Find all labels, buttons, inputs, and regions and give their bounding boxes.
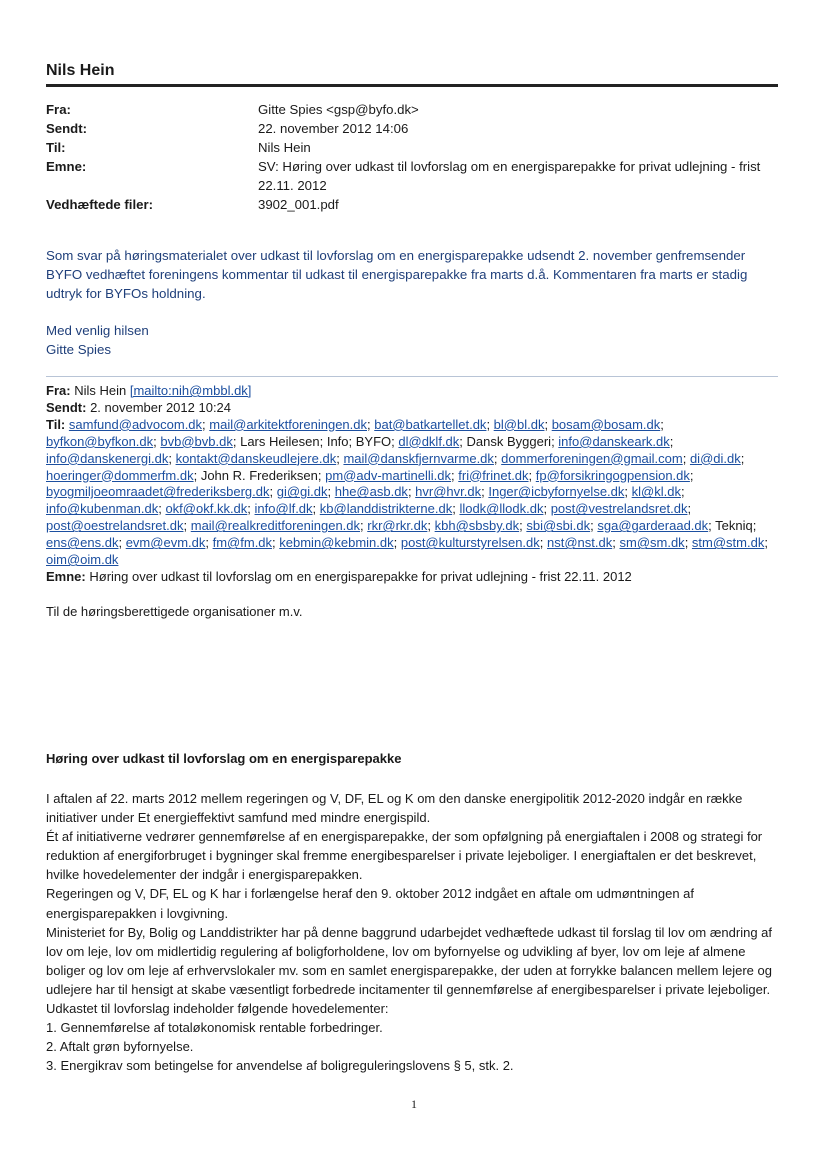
recipient-email-link[interactable]: kbh@sbsby.dk <box>434 518 520 534</box>
fwd-to-line <box>46 417 776 569</box>
recipient-email-link[interactable]: pm@adv-martinelli.dk <box>325 467 452 483</box>
letter-body <box>46 789 776 1075</box>
recipient-email-link[interactable]: info@lf.dk <box>254 501 313 517</box>
recipient-email-link[interactable]: bosam@bosam.dk <box>551 416 661 432</box>
recipient-email-link[interactable]: mail@danskfjernvarme.dk <box>343 450 494 466</box>
sender-name: Nils Hein <box>46 62 115 79</box>
fwd-sent-line <box>46 400 776 417</box>
recipient-email-link[interactable]: mail@realkreditforeningen.dk <box>190 518 361 534</box>
body-paragraph: 3. Energikrav som betingelse for anvendelse af boligreguleringslovens § 5, stk. 2. <box>46 1058 514 1074</box>
header-to-value: Nils Hein <box>258 140 311 155</box>
recipient-name: BYFO <box>355 433 392 449</box>
recipient-email-link[interactable]: rkr@rkr.dk <box>367 518 428 534</box>
recipient-email-link[interactable]: evm@evm.dk <box>125 535 206 551</box>
header-from-row <box>46 100 778 119</box>
signature-name: Gitte Spies <box>46 342 112 357</box>
recipient-email-link[interactable]: dommerforeningen@gmail.com <box>501 450 683 466</box>
recipient-email-link[interactable]: di@di.dk <box>689 450 741 466</box>
recipient-email-link[interactable]: fm@fm.dk <box>212 535 273 551</box>
body-paragraph: I aftalen af 22. marts 2012 mellem regeringen og V, DF, EL og K om den danske energipolitik 2012-2020 indgår en række initiativer under Et energieffektivt samfund med mindre energispild. <box>46 791 743 826</box>
recipient-email-link[interactable]: sga@garderaad.dk <box>597 518 709 534</box>
recipient-email-link[interactable]: sbi@sbi.dk <box>526 518 591 534</box>
fwd-from-mailto-link[interactable]: [mailto:nih@mbbl.dk] <box>129 383 252 398</box>
recipient-name: John R. Frederiksen <box>200 467 318 483</box>
header-subject-row <box>46 157 778 195</box>
recipient-email-link[interactable]: byogmiljoeomraadet@frederiksberg.dk <box>46 484 270 500</box>
fwd-from-line <box>46 383 776 400</box>
recipient-email-link[interactable]: fp@forsikringogpension.dk <box>535 467 690 483</box>
body-paragraph: Ministeriet for By, Bolig og Landdistrikter har på denne baggrund udarbejdet vedhæftede udkast til forslag til lov om ændring af lov om leje, lov om midlertidig regulering af boligforholdene, lov om byfornyelse og udvikling af byer, lov om leje af almene boliger og lov om leje af erhvervslokaler mv. som en samlet energisparepakke, der uden at forrykke balancen mellem lejere og udlejere har til hensigt at skabe væsentligt forbedrede incitamenter til gennemførelse af energibesparelser i private lejeboliger. <box>46 924 773 997</box>
fwd-subject-line <box>46 569 776 586</box>
recipient-email-link[interactable]: fri@frinet.dk <box>458 467 529 483</box>
recipient-email-link[interactable]: byfkon@byfkon.dk <box>46 433 154 449</box>
header-from-value: Gitte Spies <gsp@byfo.dk> <box>258 102 419 117</box>
header-sent-value: 22. november 2012 14:06 <box>258 121 409 136</box>
email-header <box>46 100 778 214</box>
recipient-name: Info <box>326 433 349 449</box>
fwd-sent-label: Sendt: <box>46 399 87 415</box>
section-title: Høring over udkast til lovforslag om en energisparepakke <box>46 751 402 766</box>
forwarded-header <box>46 383 776 586</box>
header-from-label: Fra: <box>46 102 71 117</box>
attachment-file[interactable]: 3902_001.pdf <box>258 197 339 212</box>
recipient-email-link[interactable]: kl@kl.dk <box>631 484 681 500</box>
recipient-email-link[interactable]: bvb@bvb.dk <box>160 433 233 449</box>
recipient-email-link[interactable]: sm@sm.dk <box>619 535 685 551</box>
recipient-email-link[interactable]: oim@oim.dk <box>46 552 119 568</box>
recipient-email-link[interactable]: kb@landdistrikterne.dk <box>319 501 453 517</box>
header-sent-label: Sendt: <box>46 121 88 136</box>
body-paragraph: Regeringen og V, DF, EL og K har i forlængelse heraf den 9. oktober 2012 indgået en aftale om udmøntningen af energisparepakken i lovgivning. <box>46 886 695 921</box>
recipient-email-link[interactable]: bl@bl.dk <box>493 416 545 432</box>
header-rule <box>46 84 778 87</box>
body-paragraph: Ét af initiativerne vedrører gennemførelse af en energisparepakke, der som opfølgning på energiaftalen i 2008 og strategi for reduktion af energiforbruget i bygninger skal fremme energibesparelser i private lejeboliger. I energiaftalen er det beskrevet, hvilke hovedelementer der indgår i energisparepakken. <box>46 829 763 883</box>
recipient-email-link[interactable]: nst@nst.dk <box>547 535 613 551</box>
recipient-email-link[interactable]: stm@stm.dk <box>691 535 765 551</box>
recipient-email-link[interactable]: okf@okf.kk.dk <box>165 501 248 517</box>
recipient-email-link[interactable]: info@kubenman.dk <box>46 501 159 517</box>
greeting: Med venlig hilsen <box>46 323 149 338</box>
recipient-email-link[interactable]: hhe@asb.dk <box>334 484 408 500</box>
body-paragraph: Udkastet til lovforslag indeholder følgende hovedelementer: <box>46 1001 389 1017</box>
recipient-name: Tekniq <box>715 518 753 534</box>
fwd-to-label: Til: <box>46 416 66 432</box>
recipient-email-link[interactable]: info@danskeark.dk <box>558 433 670 449</box>
body-paragraph: 1. Gennemførelse af totaløkonomisk rentable forbedringer. <box>46 1020 383 1036</box>
header-sent-row <box>46 119 778 138</box>
recipient-email-link[interactable]: hvr@hvr.dk <box>415 484 482 500</box>
recipient-email-link[interactable]: post@kulturstyrelsen.dk <box>400 535 540 551</box>
intro-text: Til de høringsberettigede organisationer m.v. <box>46 604 303 619</box>
recipient-email-link[interactable]: dl@dklf.dk <box>398 433 460 449</box>
reply-text: Som svar på høringsmaterialet over udkast til lovforslag om en energisparepakke udsendt 2. november genfremsender BYFO vedhæftet foreningens kommentar til udkast til energisparepakke fra marts d.å. Kommentaren fra marts er stadig udtryk for BYFOs holdning. <box>46 248 748 301</box>
page-number: 1 <box>411 1097 417 1111</box>
fwd-subject-value: Høring over udkast til lovforslag om en energisparepakke for privat udlejning - frist 22.11. 2012 <box>89 568 632 584</box>
recipient-email-link[interactable]: post@vestrelandsret.dk <box>550 501 688 517</box>
recipient-email-link[interactable]: Inger@icbyfornyelse.dk <box>488 484 625 500</box>
recipient-email-link[interactable]: bat@batkartellet.dk <box>374 416 487 432</box>
forward-separator <box>46 376 778 377</box>
recipient-name: Lars Heilesen <box>240 433 320 449</box>
header-to-row <box>46 138 778 157</box>
header-attachments-label: Vedhæftede filer: <box>46 197 153 212</box>
header-to-label: Til: <box>46 140 66 155</box>
recipient-email-link[interactable]: info@danskenergi.dk <box>46 450 169 466</box>
recipient-email-link[interactable]: samfund@advocom.dk <box>68 416 203 432</box>
body-paragraph: 2. Aftalt grøn byfornyelse. <box>46 1039 194 1055</box>
recipient-email-link[interactable]: ens@ens.dk <box>46 535 119 551</box>
fwd-sent-value: 2. november 2012 10:24 <box>90 399 232 415</box>
fwd-from-label: Fra: <box>46 383 71 398</box>
recipient-email-link[interactable]: post@oestrelandsret.dk <box>46 518 184 534</box>
header-subject-value: SV: Høring over udkast til lovforslag om en energisparepakke for privat udlejning - frist 22.11. 2012 <box>258 159 761 193</box>
header-attachments-row <box>46 195 778 214</box>
recipient-email-link[interactable]: mail@arkitektforeningen.dk <box>209 416 367 432</box>
fwd-from-value: Nils Hein <box>74 383 127 398</box>
recipient-list: samfund@advocom.dk; mail@arkitektforeningen.dk; bat@batkartellet.dk; bl@bl.dk; bosam@bosam.dk; byfkon@byfkon.dk; bvb@bvb.dk; Lars Heilesen; Info; BYFO; dl@dklf.dk; Dansk Byggeri; info@danskeark.dk; info@danskenergi.dk; kontakt@danskeudlejere.dk; mail@danskfjernvarme.dk; dommerforeningen@gmail.com; di@di.dk; hoeringer@dommerfm.dk; John R. Frederiksen; pm@adv-martinelli.dk; fri@frinet.dk; fp@forsikringogpension.dk; byogmiljoeomraadet@frederiksberg.dk; gi@gi.dk; hhe@asb.dk; hvr@hvr.dk; Inger@icbyfornyelse.dk; kl@kl.dk; info@kubenman.dk; okf@okf.kk.dk; info@lf.dk; kb@landdistrikterne.dk; llodk@llodk.dk; post@vestrelandsret.dk; post@oestrelandsret.dk; mail@realkreditforeningen.dk; rkr@rkr.dk; kbh@sbsby.dk; sbi@sbi.dk; sga@garderaad.dk; Tekniq; ens@ens.dk; evm@evm.dk; fm@fm.dk; kebmin@kebmin.dk; post@kulturstyrelsen.dk; nst@nst.dk; sm@sm.dk; stm@stm.dk; oim@oim.dk <box>46 416 768 568</box>
fwd-subject-label: Emne: <box>46 568 86 584</box>
recipient-email-link[interactable]: kebmin@kebmin.dk <box>279 535 394 551</box>
recipient-email-link[interactable]: hoeringer@dommerfm.dk <box>46 467 194 483</box>
signature-block <box>46 321 149 359</box>
recipient-email-link[interactable]: kontakt@danskeudlejere.dk <box>175 450 337 466</box>
recipient-email-link[interactable]: llodk@llodk.dk <box>459 501 544 517</box>
recipient-name: Dansk Byggeri <box>466 433 552 449</box>
recipient-email-link[interactable]: gi@gi.dk <box>276 484 328 500</box>
header-subject-label: Emne: <box>46 159 87 174</box>
